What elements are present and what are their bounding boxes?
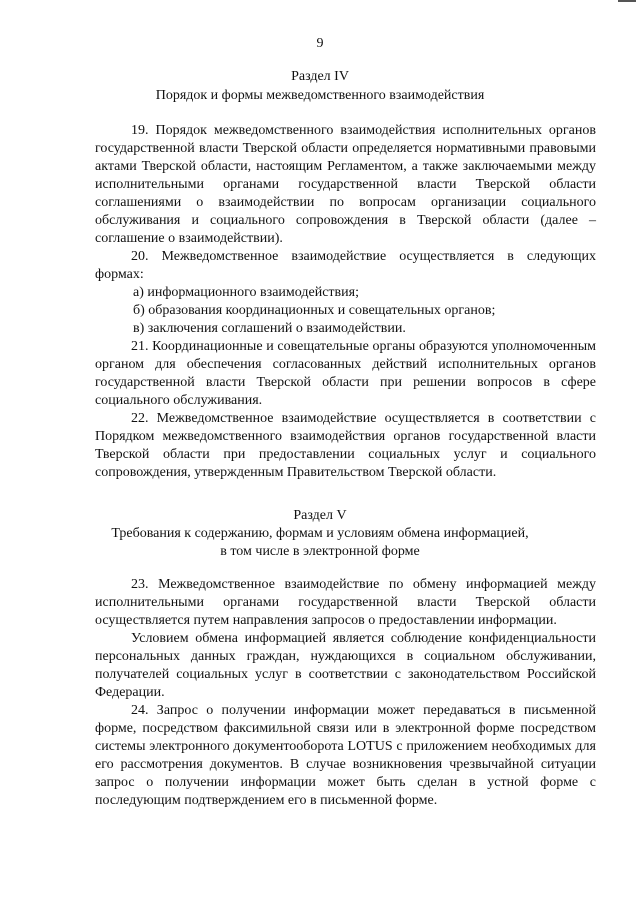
section-5-subtitle-line2: в том числе в электронной форме (220, 544, 420, 559)
section-4-title: Раздел IV (291, 69, 349, 84)
paragraph-20: 20. Межведомственное взаимодействие осуществляется в следующих формах: (95, 249, 596, 282)
paragraph-23: 23. Межведомственное взаимодействие по обмену информацией между исполнительными органами государственной власти Тверской области осуществляется путем направления запросов о предоставлении информации. (95, 577, 596, 628)
list-item-c: в) заключения соглашений о взаимодействии. (133, 321, 406, 336)
section-4-body (95, 122, 596, 482)
section-5-title: Раздел V (293, 508, 347, 523)
section-4-subtitle: Порядок и формы межведомственного взаимодействия (155, 88, 485, 103)
list-item-a: а) информационного взаимодействия; (133, 285, 359, 300)
scan-corner-mark (618, 0, 636, 2)
paragraph-24: 24. Запрос о получении информации может передаваться в письменной форме, посредством факсимильной связи или в электронной форме посредством системы электронного документооборота LOTUS с приложением необходимых для его рассмотрения документов. В случае возникновения чрезвычайной ситуации запрос о получении информации может быть сделан в устной форме с последующим подтверждением его в письменной форме. (95, 703, 596, 808)
page-number: 9 (316, 36, 324, 51)
section-5-subtitle-line1: Требования к содержанию, формам и условиям обмена информацией, (111, 526, 529, 541)
section-5-body (95, 576, 596, 810)
list-item-b: б) образования координационных и совещательных органов; (133, 303, 496, 318)
paragraph-23-condition: Условием обмена информацией является соблюдение конфиденциальности персональных данных граждан, нуждающихся в социальном обслуживании, получателей социальных услуг в соответствии с законодательством Российской Федерации. (95, 631, 596, 700)
paragraph-22: 22. Межведомственное взаимодействие осуществляется в соответствии с Порядком межведомственного взаимодействия органов государственной власти Тверской области при предоставлении социальных услуг и социального сопровождения, утвержденным Правительством Тверской области. (95, 411, 596, 480)
paragraph-21: 21. Координационные и совещательные органы образуются уполномоченным органом для обеспечения согласованных действий исполнительных органов государственной власти Тверской области при решении вопросов в сфере социального обслуживания. (95, 339, 596, 408)
paragraph-19: 19. Порядок межведомственного взаимодействия исполнительных органов государственной власти Тверской области определяется нормативными правовыми актами Тверской области, настоящим Регламентом, а также заключаемыми между исполнительными органами государственной власти Тверской области соглашениями о взаимодействии по вопросам организации социального обслуживания и социального сопровождения в Тверской области (далее – соглашение о взаимодействии). (95, 123, 596, 246)
